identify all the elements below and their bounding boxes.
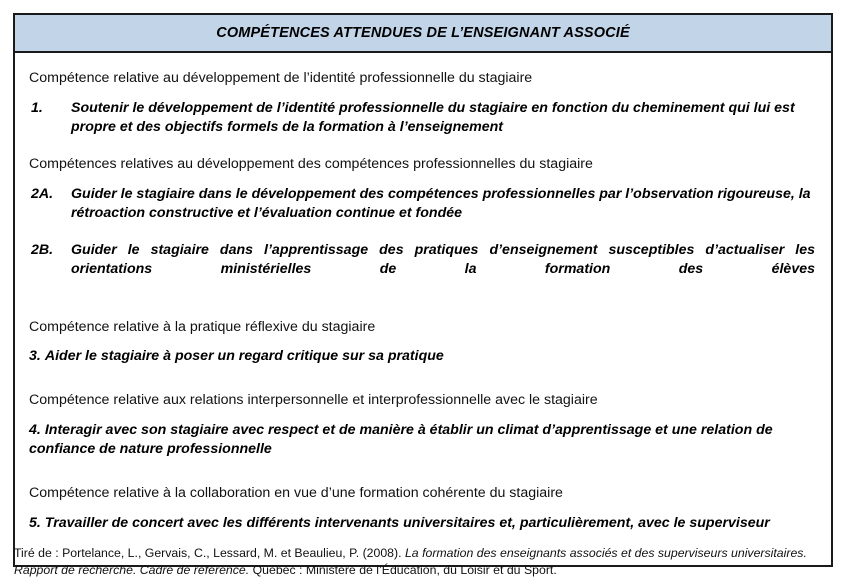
competency-marker-4: 4.	[29, 422, 41, 439]
citation-work-title: La formation des enseignants associés et des superviseurs universitaires.	[404, 546, 807, 560]
competency-text-2a: Guider le stagiaire dans le développement des compétences professionnelles par l’observation rigoureuse, la rétroaction constructive et l’évaluation continue et fondée	[71, 185, 811, 221]
table-body	[15, 53, 831, 565]
citation-authors-year: Tiré de : Portelance, L., Gervais, C., Lessard, M. et Beaulieu, P. (2008).	[14, 546, 405, 560]
competency-text-4: Interagir avec son stagiaire avec respect et de manière à établir un climat d’apprentissage et une relation de confiance de nature professionnelle	[29, 422, 773, 458]
competency-item-5	[27, 514, 819, 533]
section-intro-2: Compétences relatives au développement des compétences professionnelles du stagiaire	[29, 155, 593, 172]
citation-publisher: Québec : Ministère de l’Éducation, du Loisir et du Sport.	[249, 563, 557, 578]
section-intro-4: Compétence relative aux relations interpersonnelle et interprofessionnelle avec le stagiaire	[29, 392, 598, 409]
competency-item-1	[27, 99, 819, 137]
competency-text-3: Aider le stagiaire à poser un regard critique sur sa pratique	[44, 348, 444, 365]
table-header-title: COMPÉTENCES ATTENDUES DE L’ENSEIGNANT ASSOCIÉ	[216, 25, 630, 41]
section-intro-5: Compétence relative à la collaboration en vue d’une formation cohérente du stagiaire	[29, 485, 563, 502]
competency-marker-5: 5.	[29, 514, 41, 531]
competency-marker-2a: 2A.	[31, 185, 54, 202]
competency-table	[13, 13, 833, 567]
competency-text-1: Soutenir le développement de l’identité professionnelle du stagiaire en fonction du cheminement qui lui est propre et des objectifs formels de la formation à l’enseignement	[71, 99, 795, 135]
competency-text-5: Travailler de concert avec les différents intervenants universitaires et, particulièrement, avec le superviseur	[44, 514, 770, 531]
competency-marker-2b: 2B.	[31, 241, 54, 258]
citation-framework-label: Cadre de référence.	[136, 563, 250, 578]
competency-marker-1: 1.	[31, 99, 43, 116]
competency-text-2b: Guider le stagiaire dans l’apprentissage des pratiques d’enseignement susceptibles d’actualiser les orientations ministérielles de la formation des élèves	[71, 241, 815, 277]
source-citation	[14, 545, 832, 580]
competency-item-4	[27, 421, 819, 459]
table-header-band	[15, 15, 831, 53]
section-intro-3: Compétence relative à la pratique réflexive du stagiaire	[29, 318, 376, 335]
citation-report-label: Rapport de recherche.	[14, 563, 137, 578]
competency-marker-3: 3.	[29, 348, 41, 365]
competency-item-2b	[27, 241, 819, 298]
section-intro-1: Compétence relative au développement de l’identité professionnelle du stagiaire	[29, 70, 533, 86]
competency-item-2a	[27, 185, 819, 223]
competency-item-3	[27, 347, 819, 366]
